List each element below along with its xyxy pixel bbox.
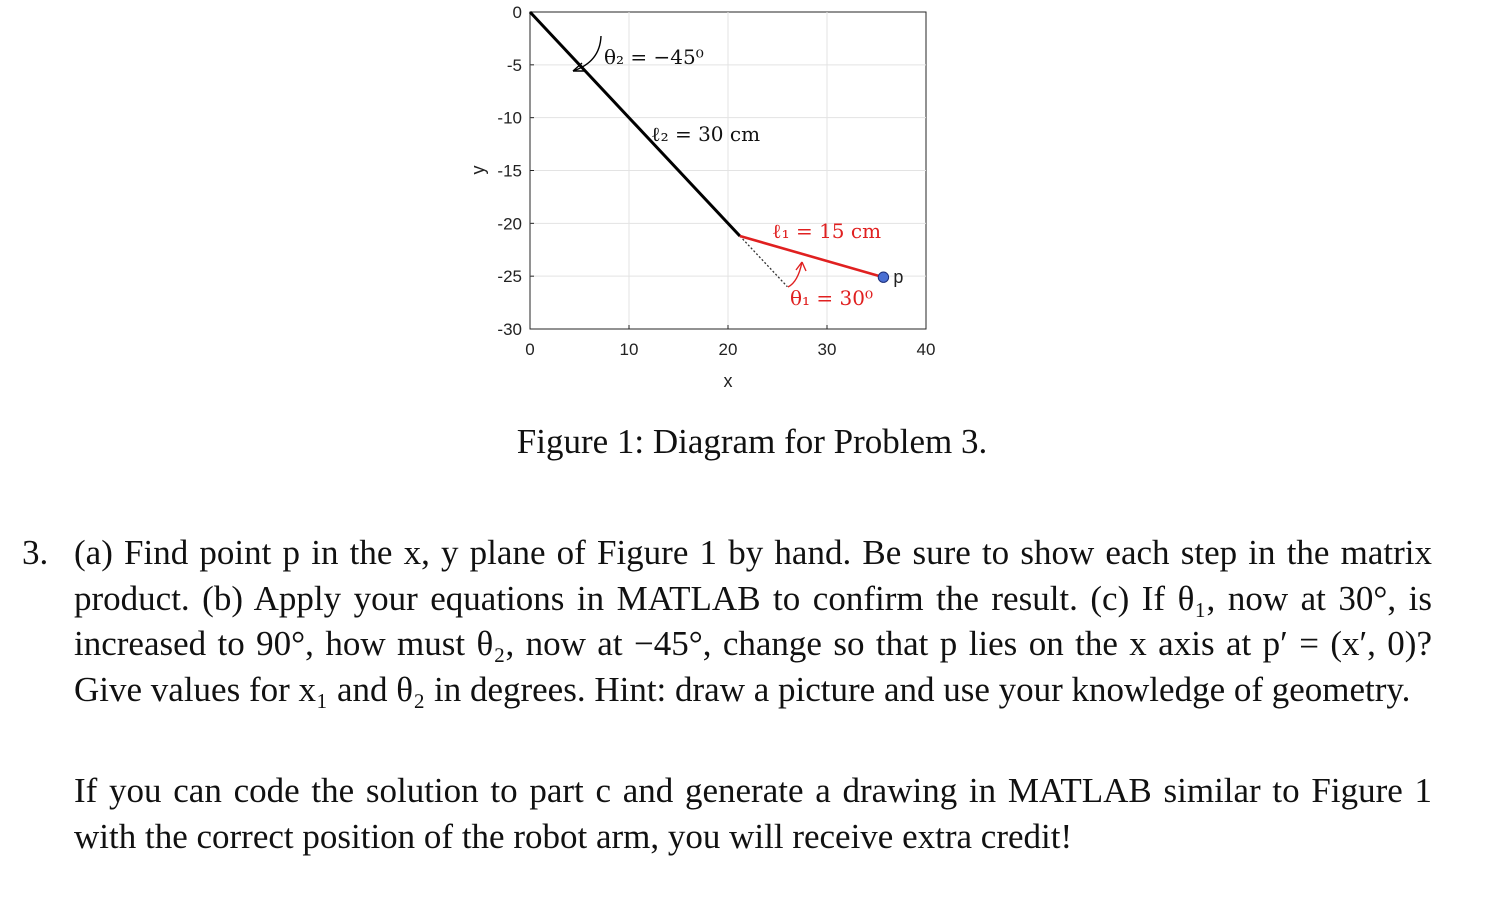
x-axis-label: x	[723, 371, 733, 391]
y-tick-label-group	[497, 3, 522, 339]
x-tick-label-group	[525, 340, 935, 359]
extra-credit-text: If you can code the solution to part c and generate a drawing in MATLAB similar to Figure 1 with the correct position of the robot arm, you will receive extra credit!	[74, 771, 1432, 856]
point-p-label: p	[893, 267, 904, 288]
x-tick-label: 40	[916, 340, 936, 359]
problem-text: (a) Find point p in the x, y plane of Figure 1 by hand. Be sure to show each step in the matrix product. (b) Apply your equations in MATLAB to confirm the result. (c) If θ₁, now at 30°, is increased to 90°, how must θ₂, now at −45°, change so that p lies on the x axis at p′ = (x′, 0)? Give values for x₁ and θ₂ in degrees. Hint: draw a picture and use your knowledge of geometry.	[74, 533, 1432, 709]
x-tick-label: 30	[817, 340, 837, 359]
y-tick-label: 0	[512, 3, 522, 22]
y-tick-label: -5	[506, 55, 522, 75]
y-tick-label: -10	[497, 108, 522, 128]
x-tick-label: 0	[525, 340, 535, 359]
y-tick-label: -25	[497, 267, 522, 287]
annotation-theta2: θ₂ = −45⁰	[604, 45, 704, 69]
y-tick-label: -20	[497, 214, 522, 234]
y-tick-label: -30	[497, 320, 522, 339]
problem-number: 3.	[22, 533, 49, 572]
annotation-theta1: θ₁ = 30⁰	[790, 286, 873, 310]
annotation-l1: ℓ₁ = 15 cm	[772, 219, 882, 243]
y-tick-label: -15	[497, 161, 522, 181]
y-axis-label: y	[468, 165, 488, 175]
problem-3	[22, 530, 1432, 712]
x-tick-label: 10	[619, 340, 639, 359]
robot-arm-figure	[0, 0, 1504, 400]
x-tick-label: 20	[718, 340, 738, 359]
figure-caption: Figure 1: Diagram for Problem 3.	[516, 422, 988, 461]
annotation-l2: ℓ₂ = 30 cm	[651, 122, 761, 146]
point-p	[878, 272, 888, 282]
